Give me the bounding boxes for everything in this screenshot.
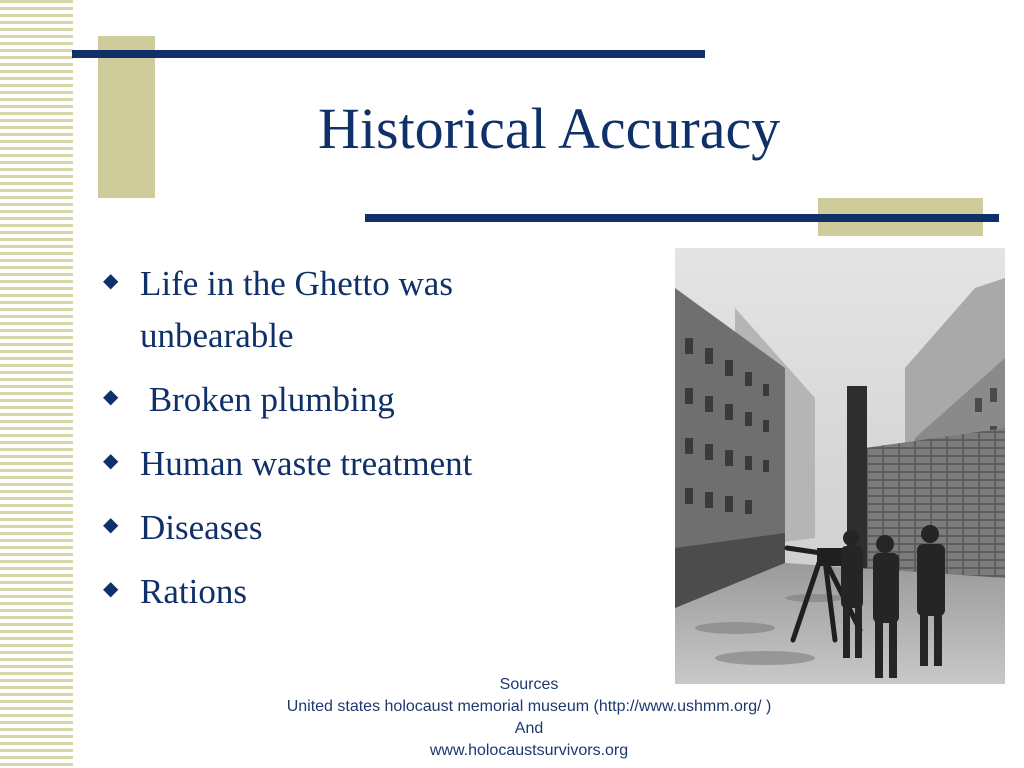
diamond-bullet-icon: ◆	[103, 270, 119, 292]
photo-illustration	[675, 248, 1005, 684]
bullet-item	[103, 258, 583, 362]
decorative-line-under-title	[365, 214, 999, 222]
diamond-bullet-icon: ◆	[103, 450, 119, 472]
diamond-bullet-icon: ◆	[103, 514, 119, 536]
decorative-line-top	[72, 50, 705, 58]
decorative-block-top-left	[98, 36, 155, 198]
bullet-text: Human waste treatment	[140, 444, 473, 483]
striped-left-border	[0, 0, 73, 768]
sources-caption	[200, 674, 858, 762]
sources-line-and: And	[514, 720, 544, 737]
sources-line-survivors: www.holocaustsurvivors.org	[429, 742, 629, 759]
bullet-text: Life in the Ghetto was unbearable	[140, 264, 453, 355]
bullet-text: Diseases	[140, 508, 263, 547]
slide-title: Historical Accuracy	[318, 96, 781, 161]
bullet-item	[103, 566, 583, 618]
sources-line-ushmm: United states holocaust memorial museum (http://www.ushmm.org/ )	[286, 698, 772, 715]
bullet-item	[103, 374, 583, 426]
bullet-text: Broken plumbing	[140, 380, 395, 419]
diamond-bullet-icon: ◆	[103, 578, 119, 600]
bullet-text: Rations	[140, 572, 247, 611]
bullet-item	[103, 438, 583, 490]
diamond-bullet-icon: ◆	[103, 386, 119, 408]
bullet-list	[103, 258, 583, 630]
sources-heading: Sources	[499, 676, 559, 693]
ghetto-street-photo	[675, 248, 1005, 684]
bullet-item	[103, 502, 583, 554]
